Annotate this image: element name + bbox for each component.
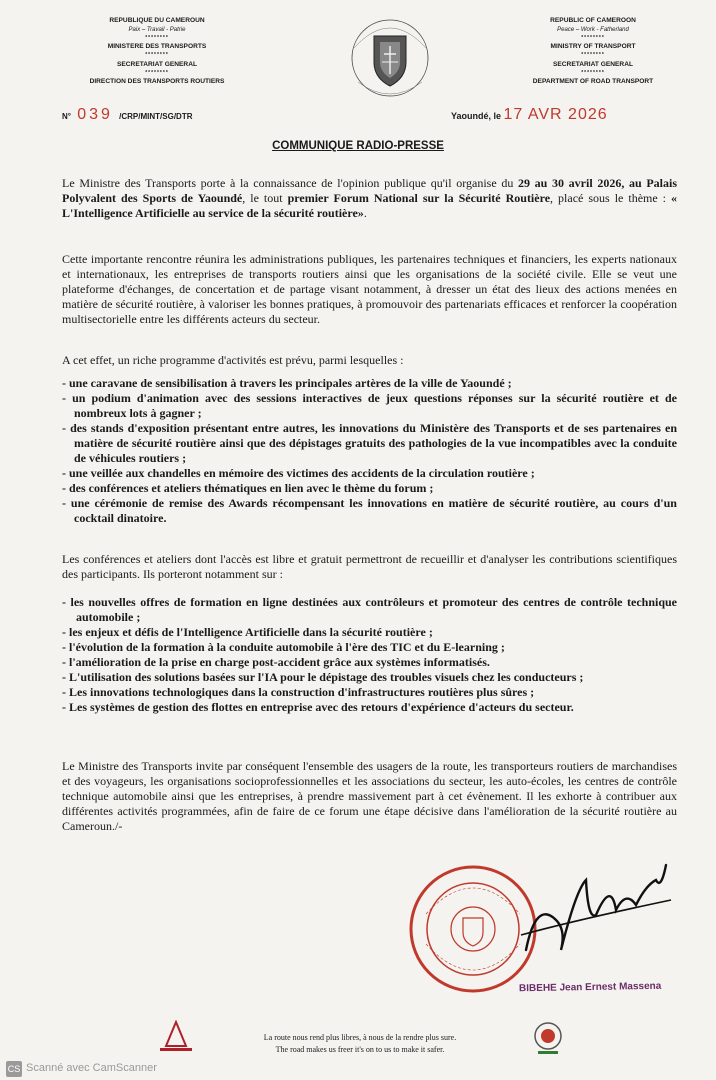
list-item: - des stands d'exposition présentant entre autres, les innovations du Ministère des Transports et de ses partenaires en matière de sécurité routière ainsi que des dépistages gratuits des pathologies de la vue incompatibles avec la conduite de véhicules routiers ; bbox=[62, 421, 677, 466]
topics-list bbox=[62, 595, 677, 715]
list-item: - une caravane de sensibilisation à travers les principales artères de la ville de Yaoundé ; bbox=[62, 376, 677, 391]
header-right-stars-2: ******** bbox=[581, 52, 605, 59]
header-left-direction: DIRECTION DES TRANSPORTS ROUTIERS bbox=[89, 78, 225, 86]
header-right-secretariat: SECRETARIAT GENERAL bbox=[553, 60, 633, 68]
camscanner-icon: CS bbox=[6, 1061, 22, 1077]
list-item: - Les innovations technologiques dans la construction d'infrastructures routières plus sûres ; bbox=[62, 685, 677, 700]
scanner-watermark bbox=[0, 1058, 716, 1080]
header-right-department: DEPARTMENT OF ROAD TRANSPORT bbox=[532, 78, 654, 86]
header-left-stars-2: ******** bbox=[145, 52, 169, 59]
reference-number: 039 bbox=[77, 106, 113, 123]
paragraph-programme: A cet effet, un riche programme d'activités est prévu, parmi lesquelles : bbox=[62, 353, 404, 367]
date-line bbox=[451, 106, 608, 124]
list-item: - les enjeux et défis de l'Intelligence Artificielle dans la sécurité routière ; bbox=[62, 625, 677, 640]
activities-list bbox=[62, 376, 677, 526]
header-right bbox=[498, 16, 688, 87]
header-right-stars-1: ******** bbox=[581, 34, 605, 41]
header-right-stars-3: ******** bbox=[581, 69, 605, 76]
list-item: - un podium d'animation avec des sessions interactives de jeux questions réponses sur la sécurité routière et de nombreux lots à gagner ; bbox=[62, 391, 677, 421]
header-left-country: REPUBLIQUE DU CAMEROUN bbox=[109, 17, 205, 24]
list-item: - une cérémonie de remise des Awards récompensant les innovations en matière de sécurité routière, au cours d'un cocktail dinatoire. bbox=[62, 496, 677, 526]
p1-part-e: , placé sous le thème : bbox=[550, 191, 672, 205]
header-left-motto: Paix – Travail - Patrie bbox=[128, 26, 186, 33]
header-right-motto: Peace – Work - Fatherland bbox=[557, 26, 629, 33]
p1-part-g: . bbox=[363, 206, 367, 220]
header-right-country: REPUBLIC OF CAMEROON bbox=[550, 17, 636, 24]
header-left-ministry: MINISTERE DES TRANSPORTS bbox=[107, 43, 207, 51]
p1-part-b: 29 au 30 avril 2026, au Palais Polyvalent des Sports de Yaoundé bbox=[62, 176, 677, 205]
list-item: - Les systèmes de gestion des flottes en entreprise avec des retours d'expérience d'acteurs du secteur. bbox=[62, 700, 677, 715]
header-left-stars-3: ******** bbox=[145, 69, 169, 76]
header-left bbox=[62, 16, 252, 87]
header-left-secretariat: SECRETARIAT GENERAL bbox=[117, 60, 197, 68]
reference-line bbox=[62, 106, 193, 124]
footer-line-en: The road makes us freer it's on to us to make it safer. bbox=[275, 1045, 445, 1054]
camscanner-text: Scanné avec CamScanner bbox=[26, 1062, 157, 1074]
ministry-seal-icon bbox=[532, 1020, 564, 1056]
reference-prefix: N° bbox=[62, 112, 71, 121]
list-item: - les nouvelles offres de formation en ligne destinées aux contrôleurs et promoteur des centres de contrôle technique automobile ; bbox=[62, 595, 677, 625]
paragraph-intro bbox=[62, 176, 677, 221]
road-safety-logo-icon bbox=[156, 1020, 196, 1054]
list-item: - l'évolution de la formation à la conduite automobile à l'ère des TIC et du E-learning ; bbox=[62, 640, 677, 655]
list-item: - L'utilisation des solutions basées sur l'IA pour le dépistage des troubles visuels chez les conducteurs ; bbox=[62, 670, 677, 685]
handwritten-signature-icon bbox=[516, 860, 676, 970]
list-item: - une veillée aux chandelles en mémoire des victimes des accidents de la circulation routière ; bbox=[62, 466, 677, 481]
p1-part-a: Le Ministre des Transports porte à la connaissance de l'opinion publique qu'il organise du bbox=[62, 176, 518, 190]
p1-part-d: premier Forum National sur la Sécurité Routière bbox=[287, 191, 551, 205]
date-place: Yaoundé, le bbox=[451, 111, 502, 121]
header-left-stars-1: ******** bbox=[145, 34, 169, 41]
header-right-ministry: MINISTRY OF TRANSPORT bbox=[550, 43, 636, 51]
paragraph-invitation: Le Ministre des Transports invite par conséquent l'ensemble des usagers de la route, les transporteurs routiers de marchandises et des voyageurs, les organisations socioprofessionnelles et les associations du secteur, les auto-écoles, les centres de contrôle technique automobile ainsi que les entreprises, à prendre massivement part à cet évènement. Il les exhorte à contribuer aux différentes activités programmées, afin de faire de ce forum une étape décisive dans l'amélioration de la sécurité routière au Cameroun./- bbox=[62, 759, 677, 833]
page-title: COMMUNIQUE RADIO-PRESSE bbox=[272, 140, 444, 152]
list-item: - l'amélioration de la prise en charge post-accident grâce aux systèmes informatisés. bbox=[62, 655, 677, 670]
reference-suffix: /CRP/MINT/SG/DTR bbox=[119, 112, 193, 121]
paragraph-conferences: Les conférences et ateliers dont l'accès est libre et gratuit permettront de recueillir et d'analyser les contributions scientifiques des participants. Ils porteront notamment sur : bbox=[62, 552, 677, 581]
signatory-name: BIBEHE Jean Ernest Massena bbox=[518, 980, 662, 995]
p1-part-c: , le tout bbox=[242, 191, 288, 205]
date-value: 17 AVR 2026 bbox=[503, 106, 608, 123]
cameroon-emblem-icon bbox=[340, 12, 440, 104]
footer-slogan bbox=[210, 1032, 510, 1056]
paragraph-meeting: Cette importante rencontre réunira les administrations publiques, les partenaires techniques et financiers, les experts nationaux et internationaux, les entreprises de transports routiers ainsi que les organisations de la société civile. Elle se veut une plateforme d'échanges, de concertation et de partage visant notamment, à dresser un état des lieux des actions menées en matière de sécurité routière, à valoriser les bonnes pratiques, à promouvoir des partenariats efficaces et renforcer la coopération multisectorielle entre les différents acteurs du secteur. bbox=[62, 252, 677, 326]
list-item: - des conférences et ateliers thématiques en lien avec le thème du forum ; bbox=[62, 481, 677, 496]
footer-line-fr: La route nous rend plus libres, à nous de la rendre plus sure. bbox=[263, 1033, 457, 1042]
p1-part-f: « L'Intelligence Artificielle au service de la sécurité routière» bbox=[62, 191, 678, 220]
